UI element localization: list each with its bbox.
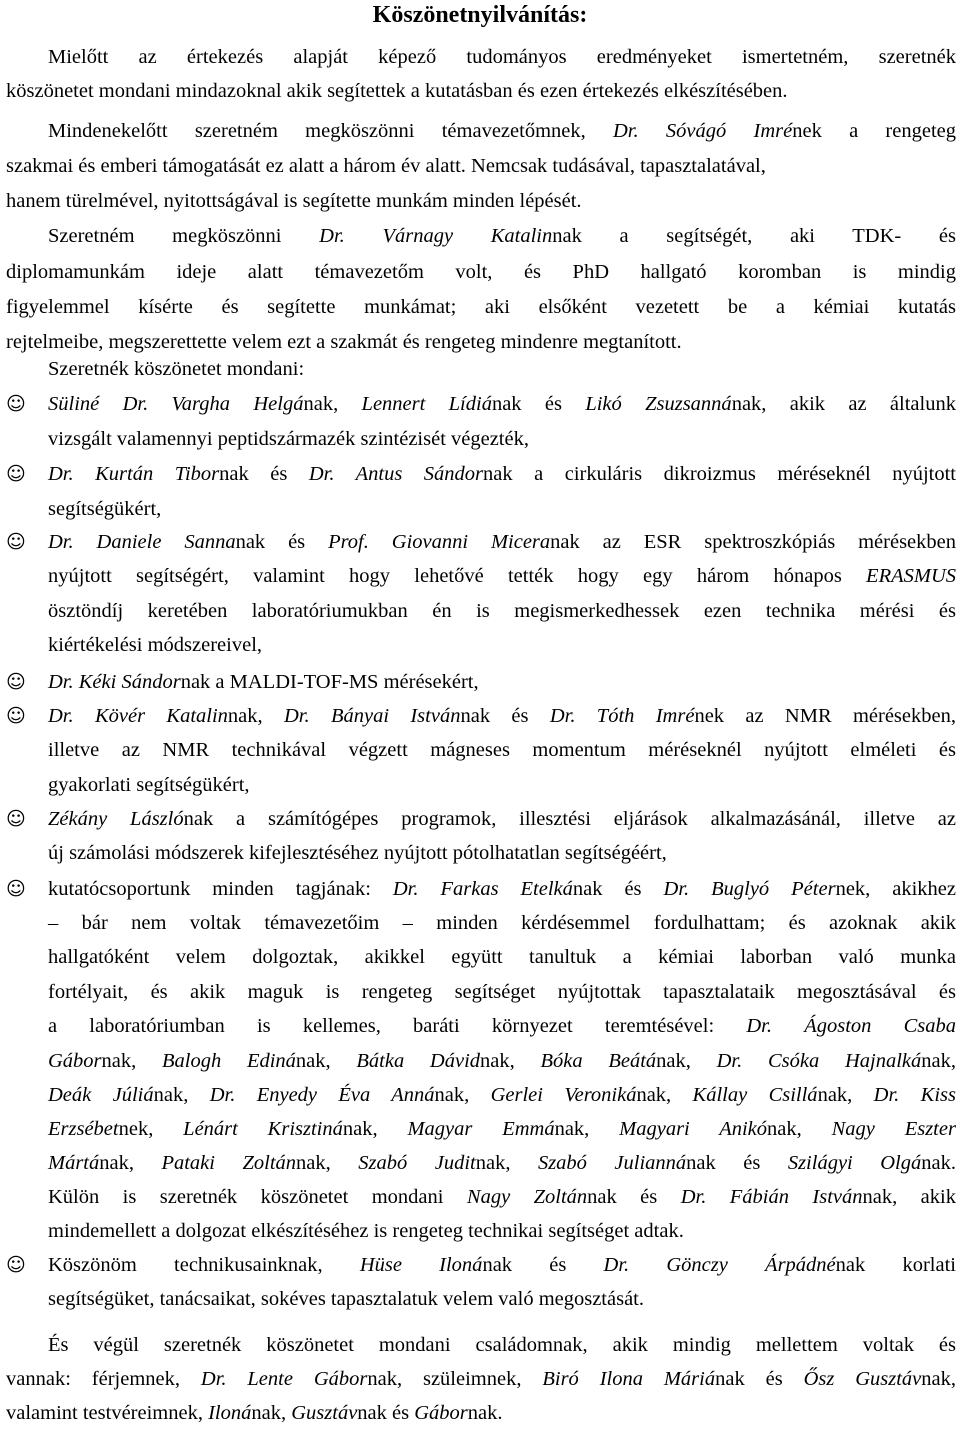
text-run: kiértékelési módszereivel,	[48, 634, 263, 656]
person-name-text: Dr. Tóth Imré	[549, 705, 695, 727]
text-line	[6, 1362, 956, 1396]
person-name-text: Bóka Beátá	[540, 1050, 657, 1072]
text-line	[48, 594, 956, 628]
text-run: nak,	[767, 1118, 832, 1140]
text-line	[48, 387, 956, 421]
person-name-text: Bátka Dávid	[356, 1050, 481, 1072]
text-run: nak.	[921, 1152, 956, 1174]
text-run: nak a cirkuláris dikroizmus méréseknél nyújtott	[483, 463, 956, 485]
text-line	[48, 1214, 956, 1248]
person-name-text: Gábor	[48, 1050, 102, 1072]
text-line	[48, 40, 956, 74]
text-run: nak,	[921, 1050, 956, 1072]
person-name-text: Dr. Lente Gábor	[200, 1368, 368, 1390]
text-run: És végül szeretnék köszönetet mondani családomnak, akik mindig mellettem voltak és	[48, 1334, 956, 1356]
text-run: nak a számítógépes programok, illesztési eljárások alkalmazásánál, illetve az	[183, 808, 957, 830]
text-run: segítségükért,	[48, 498, 162, 520]
text-run: nak,	[153, 1084, 210, 1106]
text-run: nek az NMR mérésekben,	[694, 705, 956, 727]
text-line	[48, 422, 956, 456]
text-run: nak és	[491, 393, 586, 415]
text-run: nek, akikhez	[835, 878, 956, 900]
person-name-text: Dr. Gönczy Árpádné	[603, 1254, 836, 1276]
text-run: nak és	[715, 1368, 804, 1390]
smiley-bullet-icon: ☺	[6, 808, 26, 830]
person-name-text: Dr. Ágoston Csaba	[746, 1015, 956, 1037]
person-name-text: Dr. Várnagy Katalin	[319, 225, 553, 247]
text-line	[48, 940, 956, 974]
text-run: nak,	[656, 1050, 717, 1072]
text-run: fortélyait, és akik maguk is rengeteg segítséget nyújtottak tapasztalataik megosztásával és	[48, 981, 956, 1003]
text-run: a laboratóriumban is kellemes, baráti környezet teremtésével:	[48, 1015, 747, 1037]
text-run: mindemellett a dolgozat elkészítéséhez is rengeteg technikai segítséget adtak.	[48, 1220, 684, 1242]
person-name-text: Nagy Zoltán	[466, 1186, 588, 1208]
text-line	[48, 802, 956, 836]
text-run: nak és	[219, 463, 309, 485]
text-line	[48, 1112, 956, 1146]
person-name-text: Gábor	[414, 1402, 468, 1424]
text-run: köszönetet mondani mindazoknal akik segítettek a kutatásban és ezen értekezés elkészítésében.	[6, 80, 788, 102]
person-name-text: Dr. Kurtán Tibor	[48, 463, 220, 485]
person-name-text: Lennert Lídiá	[361, 393, 492, 415]
text-run: nyújtott segítségért, valamint hogy lehetővé tették hogy egy három hónapos	[48, 565, 867, 587]
text-run: nak és	[572, 878, 664, 900]
smiley-bullet-icon: ☺	[6, 531, 26, 553]
text-line	[6, 149, 956, 183]
text-run: nak,	[554, 1118, 620, 1140]
text-run: Szeretném megköszönni	[48, 225, 320, 247]
text-line	[48, 1248, 956, 1282]
text-run: nak, akik az általunk	[731, 393, 956, 415]
text-run: szakmai és emberi támogatását ez alatt a három év alatt. Nemcsak tudásával, tapasztalatával,	[6, 155, 766, 177]
text-line	[6, 255, 956, 289]
text-run: nak,	[434, 1084, 491, 1106]
text-line	[48, 628, 956, 662]
person-name-text: Szilágyi Olgá	[787, 1152, 922, 1174]
text-run: nak,	[817, 1084, 874, 1106]
text-line	[48, 872, 956, 906]
text-line	[48, 836, 956, 870]
text-run: nak,	[342, 1118, 408, 1140]
text-run: valamint testvéreimnek,	[6, 1402, 209, 1424]
text-run: hallgatóként velem dolgoztak, akikkel együtt tanultuk a kémiai laborban való munka	[48, 946, 956, 968]
text-line	[48, 1009, 956, 1043]
person-name-text: Lénárt Krisztiná	[183, 1118, 343, 1140]
smiley-bullet-icon: ☺	[6, 878, 26, 900]
person-name-text: Ősz Gusztáv	[803, 1368, 922, 1390]
text-run: nak,	[475, 1152, 538, 1174]
text-line	[48, 665, 956, 699]
text-run: vannak: férjemnek,	[6, 1368, 201, 1390]
text-line	[48, 906, 956, 940]
person-name-text: Dr. Kövér Katalin	[48, 705, 228, 727]
text-run: Köszönöm technikusainknak,	[48, 1254, 360, 1276]
text-line	[48, 1044, 956, 1078]
text-run: kutatócsoportunk minden tagjának:	[48, 878, 393, 900]
text-run: nak,	[101, 1050, 162, 1072]
smiley-bullet-icon: ☺	[6, 705, 26, 727]
person-name-text: ERASMUS	[866, 565, 956, 587]
text-run: nak,	[227, 705, 284, 727]
person-name-text: Dr. Farkas Etelká	[392, 878, 573, 900]
text-line	[48, 1282, 956, 1316]
text-run: nak és	[357, 1402, 415, 1424]
person-name-text: Likó Zsuzsanná	[585, 393, 732, 415]
person-name-text: Magyar Emmá	[407, 1118, 555, 1140]
person-name-text: Dr. Antus Sándor	[308, 463, 484, 485]
text-run: nak és	[235, 531, 329, 553]
text-run: nak az ESR spektroszkópiás mérésekben	[550, 531, 956, 553]
person-name-text: Hüse Iloná	[359, 1254, 483, 1276]
person-name-text: Dr. Fábián István	[680, 1186, 863, 1208]
text-run: nak korlati	[835, 1254, 956, 1276]
text-run: rejtelmeibe, megszerettette velem ezt a szakmát és rengeteg mindenre megtanított.	[6, 331, 682, 353]
person-name-text: Mártá	[48, 1152, 100, 1174]
page-title: Köszönetnyilvánítás:	[372, 2, 588, 28]
text-run: nak,	[480, 1050, 541, 1072]
person-name-text: Biró Ilona Máriá	[542, 1368, 716, 1390]
text-run: segítségüket, tanácsaikat, sokéves tapasztalatuk velem való megosztását.	[48, 1288, 645, 1310]
person-name-text: Balogh Ediná	[162, 1050, 296, 1072]
person-name-text: Dr. Buglyó Péter	[663, 878, 836, 900]
text-line	[6, 290, 956, 324]
person-name-text: Magyari Anikó	[619, 1118, 768, 1140]
person-name-text: Süliné Dr. Vargha Helgá	[48, 393, 304, 415]
text-run: nak,	[921, 1368, 956, 1390]
smiley-bullet-icon: ☺	[6, 671, 26, 693]
person-name-text: Dr. Kiss	[873, 1084, 956, 1106]
person-name-text: Dr. Csóka Hajnalká	[716, 1050, 922, 1072]
text-line	[48, 525, 956, 559]
text-line	[48, 559, 956, 593]
text-line	[48, 1078, 956, 1112]
text-run: nak,	[295, 1050, 357, 1072]
text-run: nak.	[467, 1402, 503, 1424]
text-run: Mindenekelőtt szeretném megköszönni témavezetőmnek,	[48, 120, 613, 142]
person-name-text: Zékány László	[48, 808, 184, 830]
person-name-text: Dr. Enyedy Éva Anná	[209, 1084, 435, 1106]
smiley-bullet-icon: ☺	[6, 393, 26, 415]
person-name-text: Szabó Julianná	[537, 1152, 687, 1174]
text-run: nek a rengeteg	[792, 120, 956, 142]
text-run: nak a segítségét, aki TDK- és	[552, 225, 956, 247]
text-run: nak és	[587, 1186, 681, 1208]
text-line	[6, 74, 956, 108]
text-run: nak,	[636, 1084, 693, 1106]
text-run: nak és	[686, 1152, 788, 1174]
text-line	[48, 699, 956, 733]
person-name-text: Kállay Csillá	[692, 1084, 818, 1106]
person-name-text: Erzsébet	[48, 1118, 119, 1140]
person-name-text: Pataki Zoltán	[161, 1152, 297, 1174]
smiley-bullet-icon: ☺	[6, 463, 26, 485]
text-run: nak,	[303, 393, 362, 415]
person-name-text: Szabó Judit	[358, 1152, 476, 1174]
text-run: nak,	[99, 1152, 162, 1174]
person-name-text: Dr. Daniele Sanna	[48, 531, 236, 553]
person-name-text: Dr. Bányai István	[283, 705, 461, 727]
text-line	[48, 352, 956, 386]
person-name-text: Dr. Sóvágó Imré	[613, 120, 793, 142]
text-run: vizsgált valamennyi peptidszármazék szintézisét végezték,	[48, 428, 529, 450]
text-run: ösztöndíj keretében laboratóriumukban én is megismerkedhessek ezen technika mérési és	[48, 600, 956, 622]
text-line	[48, 219, 956, 253]
person-name-text: Nagy Eszter	[831, 1118, 956, 1140]
text-run: Külön is szeretnék köszönetet mondani	[48, 1186, 467, 1208]
text-run: nak a MALDI-TOF-MS mérésekért,	[180, 671, 479, 693]
text-run: nak és	[482, 1254, 604, 1276]
text-run: gyakorlati segítségükért,	[48, 774, 250, 796]
smiley-bullet-icon: ☺	[6, 1254, 26, 1276]
text-run: illetve az NMR technikával végzett mágneses momentum méréseknél nyújtott elméleti és	[48, 739, 956, 761]
person-name-text: Gerlei Veroniká	[490, 1084, 637, 1106]
text-run: nak, akik	[862, 1186, 956, 1208]
text-line	[48, 975, 956, 1009]
text-line	[48, 733, 956, 767]
text-line	[48, 492, 956, 526]
text-run: – bár nem voltak témavezetőim – minden kérdésemmel fordulhattam; és azoknak akik	[48, 912, 956, 934]
text-line	[48, 457, 956, 491]
text-line	[48, 1180, 956, 1214]
person-name-text: Deák Júliá	[48, 1084, 154, 1106]
text-run: nak,	[251, 1402, 292, 1424]
person-name-text: Prof. Giovanni Micera	[328, 531, 551, 553]
text-line	[6, 184, 956, 218]
text-run: figyelemmel kísérte és segítette munkámat; aki elsőként vezetett be a kémiai kutatás	[6, 296, 956, 318]
text-run: Mielőtt az értekezés alapját képező tudományos eredményeket ismertetném, szeretnék	[48, 46, 956, 68]
person-name-text: Iloná	[208, 1402, 252, 1424]
text-run: hanem türelmével, nyitottságával is segítette munkám minden lépését.	[6, 190, 582, 212]
text-run: nak és	[460, 705, 550, 727]
text-run: nak, szüleimnek,	[367, 1368, 543, 1390]
person-name-text: Gusztáv	[291, 1402, 358, 1424]
text-run: Szeretnék köszönetet mondani:	[48, 358, 305, 380]
text-line	[48, 1328, 956, 1362]
text-run: nek,	[118, 1118, 184, 1140]
text-run: diplomamunkám ideje alatt témavezetőm volt, és PhD hallgató koromban is mindig	[6, 261, 956, 283]
text-line	[6, 1396, 956, 1430]
text-run: új számolási módszerek kifejlesztéséhez nyújtott pótolhatatlan segítségéért,	[48, 842, 667, 864]
text-line	[48, 768, 956, 802]
text-line	[48, 1146, 956, 1180]
text-run: nak,	[296, 1152, 359, 1174]
text-line	[48, 114, 956, 148]
person-name-text: Dr. Kéki Sándor	[48, 671, 181, 693]
